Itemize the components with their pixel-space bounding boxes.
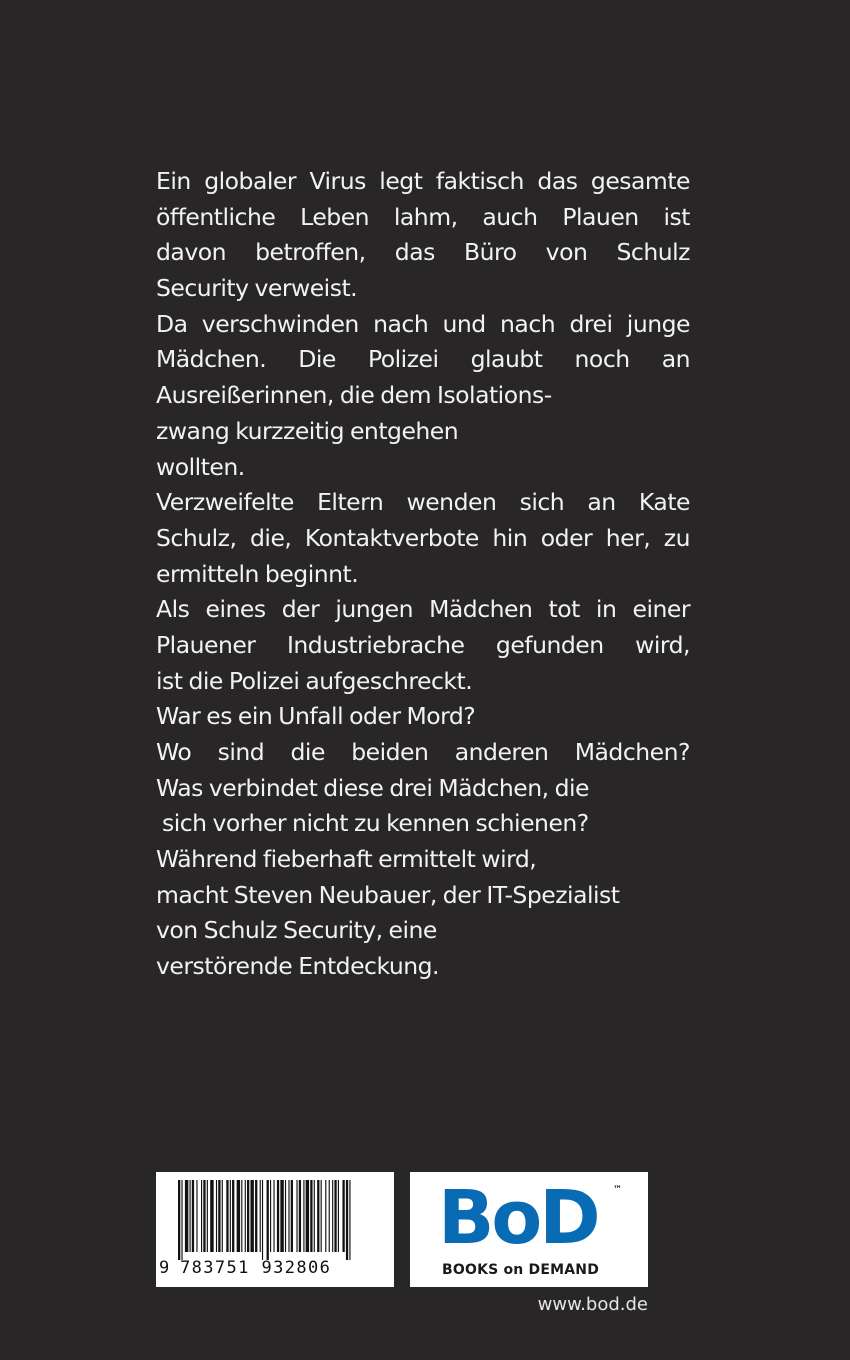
- barcode-bar: [273, 1180, 274, 1252]
- barcode-bar: [241, 1180, 242, 1252]
- blurb-line: Wo sind die beiden anderen Mädchen?: [156, 738, 690, 766]
- isbn-first-digit: 9: [159, 1258, 170, 1278]
- blurb-line: Da verschwinden nach und nach drei junge: [156, 309, 690, 338]
- barcode-bar: [190, 1180, 191, 1252]
- barcode-bar: [192, 1180, 194, 1252]
- blurb-line: Mädchen. Die Polizei glaubt noch an: [156, 345, 690, 374]
- blurb-line: Schulz, die, Kontaktverbote hin oder her, zu: [156, 523, 690, 552]
- barcode-bar: [185, 1180, 188, 1252]
- barcode-bar: [310, 1180, 312, 1252]
- barcode-bar: [325, 1180, 326, 1252]
- barcode-bar: [181, 1180, 182, 1260]
- barcode-bar: [216, 1180, 217, 1252]
- blurb-line: öffentliche Leben lahm, auch Plauen ist: [156, 202, 690, 231]
- barcode-bar: [178, 1180, 180, 1260]
- blurb-line: War es ein Unfall oder Mord?: [156, 702, 476, 731]
- bod-logo: BoD: [438, 1175, 598, 1261]
- barcode-bars: [164, 1180, 386, 1260]
- blurb-line: zwang kurzzeitig entgehen: [156, 416, 459, 445]
- barcode-bar: [222, 1180, 223, 1252]
- barcode-bar: [260, 1180, 261, 1252]
- blurb-line: verstörende Entdeckung.: [156, 952, 440, 981]
- blurb-text: [156, 164, 690, 985]
- publisher-website: www.bod.de: [537, 1294, 648, 1315]
- isbn-number: [156, 1258, 394, 1280]
- blurb-line: Ausreißerinnen, die dem Isolations-: [156, 381, 552, 410]
- barcode-bar: [196, 1180, 197, 1252]
- barcode-bar: [317, 1180, 319, 1252]
- barcode-bar: [314, 1180, 315, 1252]
- blurb-line: macht Steven Neubauer, der IT-Spezialist: [156, 880, 620, 909]
- blurb-line: Was verbindet diese drei Mädchen, die: [156, 773, 589, 802]
- barcode-bar: [267, 1180, 269, 1260]
- barcode-bar: [346, 1180, 348, 1260]
- barcode-bar: [342, 1180, 344, 1252]
- barcode-bar: [207, 1180, 208, 1252]
- barcode-bar: [230, 1180, 231, 1252]
- barcode-bar: [203, 1180, 205, 1252]
- barcode-bar: [210, 1180, 213, 1252]
- blurb-line: von Schulz Security, eine: [156, 916, 437, 945]
- isbn-barcode: [156, 1172, 394, 1287]
- barcode-bar: [291, 1180, 293, 1252]
- barcode-bar: [285, 1180, 286, 1252]
- publisher-tagline: BOOKS on DEMAND: [442, 1262, 600, 1278]
- barcode-bar: [299, 1180, 301, 1252]
- barcode-bar: [247, 1180, 249, 1252]
- barcode-bar: [226, 1180, 228, 1252]
- barcode-bar: [329, 1180, 330, 1252]
- blurb-line: Plauener Industriebrache gefunden wird,: [156, 630, 690, 659]
- blurb-line: Security verweist.: [156, 274, 358, 303]
- barcode-bar: [332, 1180, 333, 1252]
- barcode-bar: [270, 1180, 271, 1252]
- barcode-bar: [334, 1180, 336, 1252]
- blurb-line: wollten.: [156, 452, 245, 481]
- blurb-line: Während fieberhaft ermittelt wird,: [156, 845, 537, 874]
- barcode-bar: [306, 1180, 309, 1252]
- publisher-logo-box: [410, 1172, 648, 1287]
- barcode-bar: [288, 1180, 289, 1252]
- barcode-bar: [201, 1180, 202, 1252]
- barcode-bar: [237, 1180, 240, 1252]
- barcode-bar: [321, 1180, 322, 1252]
- blurb-line: Als eines der jungen Mädchen tot in einer: [156, 595, 690, 624]
- isbn-digits: 783751 932806: [180, 1258, 332, 1278]
- blurb-line: davon betroffen, das Büro von Schulz: [156, 238, 690, 267]
- barcode-bar: [262, 1180, 263, 1260]
- blurb-line: Ein globaler Virus legt faktisch das gesamte: [156, 167, 690, 195]
- barcode-bar: [338, 1180, 339, 1252]
- barcode-bar: [218, 1180, 220, 1252]
- barcode-bar: [245, 1180, 246, 1252]
- barcode-bar: [255, 1180, 257, 1252]
- barcode-bar: [277, 1180, 279, 1252]
- barcode-bar: [250, 1180, 253, 1252]
- barcode-bar: [232, 1180, 234, 1252]
- trademark-symbol: ™: [613, 1185, 622, 1195]
- blurb-line: sich vorher nicht zu kennen schienen?: [156, 809, 589, 838]
- blurb-line: ermitteln beginnt.: [156, 559, 359, 588]
- barcode-bar: [303, 1180, 304, 1252]
- barcode-bar: [280, 1180, 283, 1252]
- barcode-bar: [296, 1180, 297, 1252]
- blurb-line: ist die Polizei aufgeschreckt.: [156, 666, 473, 695]
- barcode-bar: [349, 1180, 350, 1260]
- blurb-line: Verzweifelte Eltern wenden sich an Kate: [156, 488, 690, 517]
